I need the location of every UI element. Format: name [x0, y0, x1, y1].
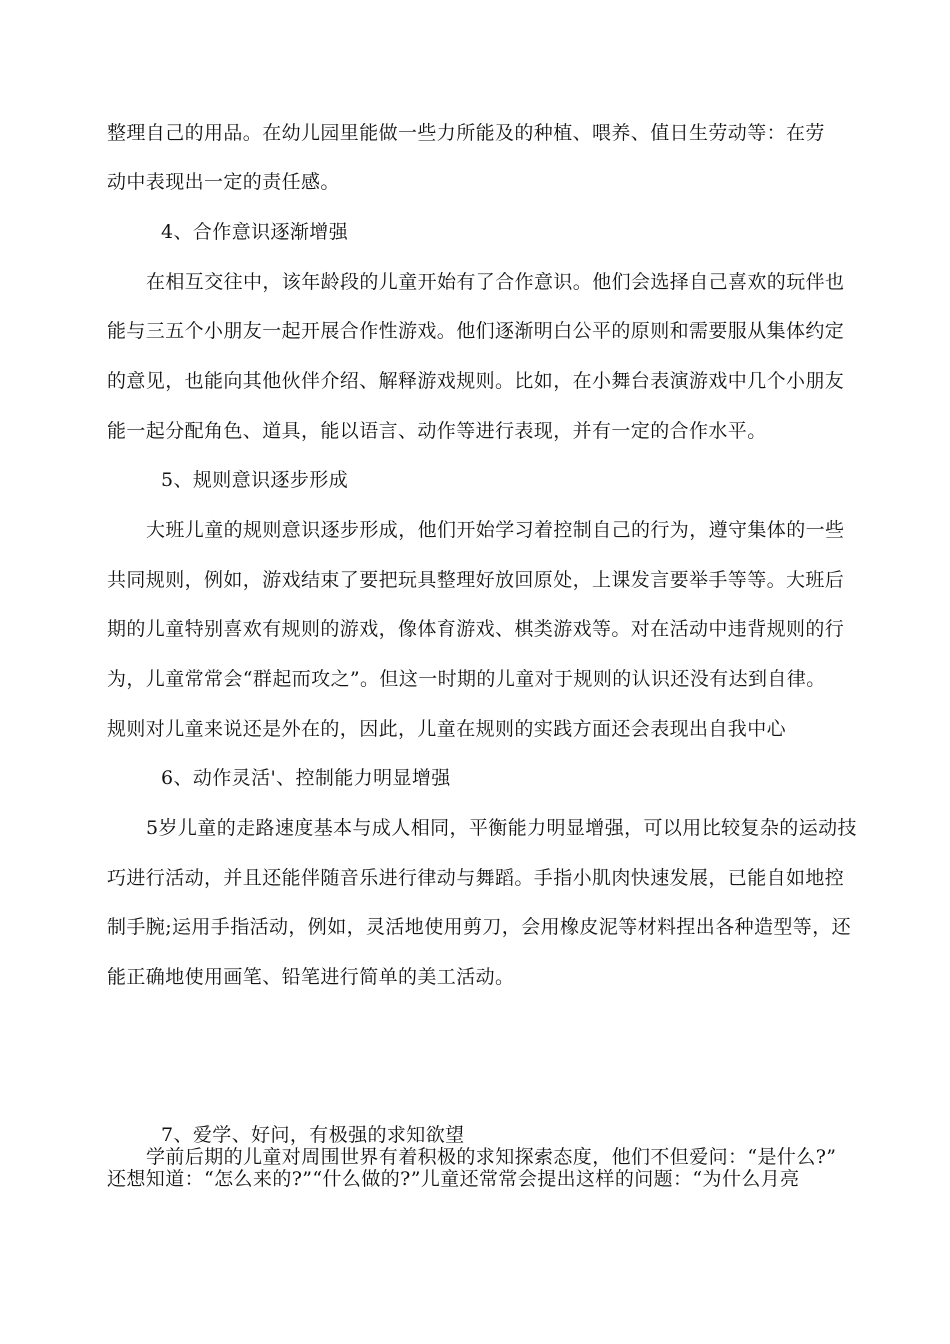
paragraph-line: 共同规则，例如，游戏结束了要把玩具整理好放回原处，上课发言要举手等等。大班后 [107, 569, 845, 591]
section-heading: 7、爱学、好问，有极强的求知欲望 [161, 1124, 465, 1146]
paragraph-line: 为，儿童常常会“群起而攻之”。但这一时期的儿童对于规则的认识还没有达到自律。 [107, 668, 826, 690]
paragraph-line: 动中表现出一定的责任感。 [107, 171, 340, 193]
paragraph-line: 能正确地使用画笔、铅笔进行简单的美工活动。 [107, 966, 515, 988]
paragraph-line: 规则对儿童来说还是外在的，因此，儿童在规则的实践方面还会表现出自我中心 [107, 718, 787, 740]
paragraph-line: 5岁儿童的走路速度基本与成人相同，平衡能力明显增强，可以用比较复杂的运动技 [146, 817, 857, 839]
paragraph-line: 的意见，也能向其他伙伴介绍、解释游戏规则。比如，在小舞台表演游戏中几个小朋友 [107, 370, 845, 392]
paragraph-line: 整理自己的用品。在幼儿园里能做一些力所能及的种植、喂养、值日生劳动等：在劳 [107, 122, 825, 144]
paragraph-line: 能一起分配角色、道具，能以语言、动作等进行表现，并有一定的合作水平。 [107, 420, 767, 442]
section-heading: 5、规则意识逐步形成 [161, 469, 349, 491]
paragraph-line: 在相互交往中，该年龄段的儿童开始有了合作意识。他们会选择自己喜欢的玩伴也 [146, 271, 845, 293]
section-heading: 6、动作灵活'、控制能力明显增强 [161, 767, 451, 789]
paragraph-line: 制手腕;运用手指活动，例如，灵活地使用剪刀，会用橡皮泥等材料捏出各种造型等，还 [107, 916, 852, 938]
paragraph-line: 巧进行活动，并且还能伴随音乐进行律动与舞蹈。手指小肌肉快速发展，已能自如地控 [107, 867, 845, 889]
paragraph-line: 学前后期的儿童对周围世界有着积极的求知探索态度，他们不但爱问：“是什么?” [146, 1146, 837, 1168]
section-heading: 4、合作意识逐渐增强 [161, 221, 349, 243]
paragraph-line: 能与三五个小朋友一起开展合作性游戏。他们逐渐明白公平的原则和需要服从集体约定 [107, 320, 845, 342]
paragraph-line: 期的儿童特别喜欢有规则的游戏，像体育游戏、棋类游戏等。对在活动中违背规则的行 [107, 618, 845, 640]
paragraph-line: 大班儿童的规则意识逐步形成，他们开始学习着控制自己的行为，遵守集体的一些 [146, 519, 845, 541]
paragraph-line: 还想知道：“怎么来的?”“什么做的?”儿童还常常会提出这样的问题：“为什么月亮 [107, 1168, 800, 1190]
